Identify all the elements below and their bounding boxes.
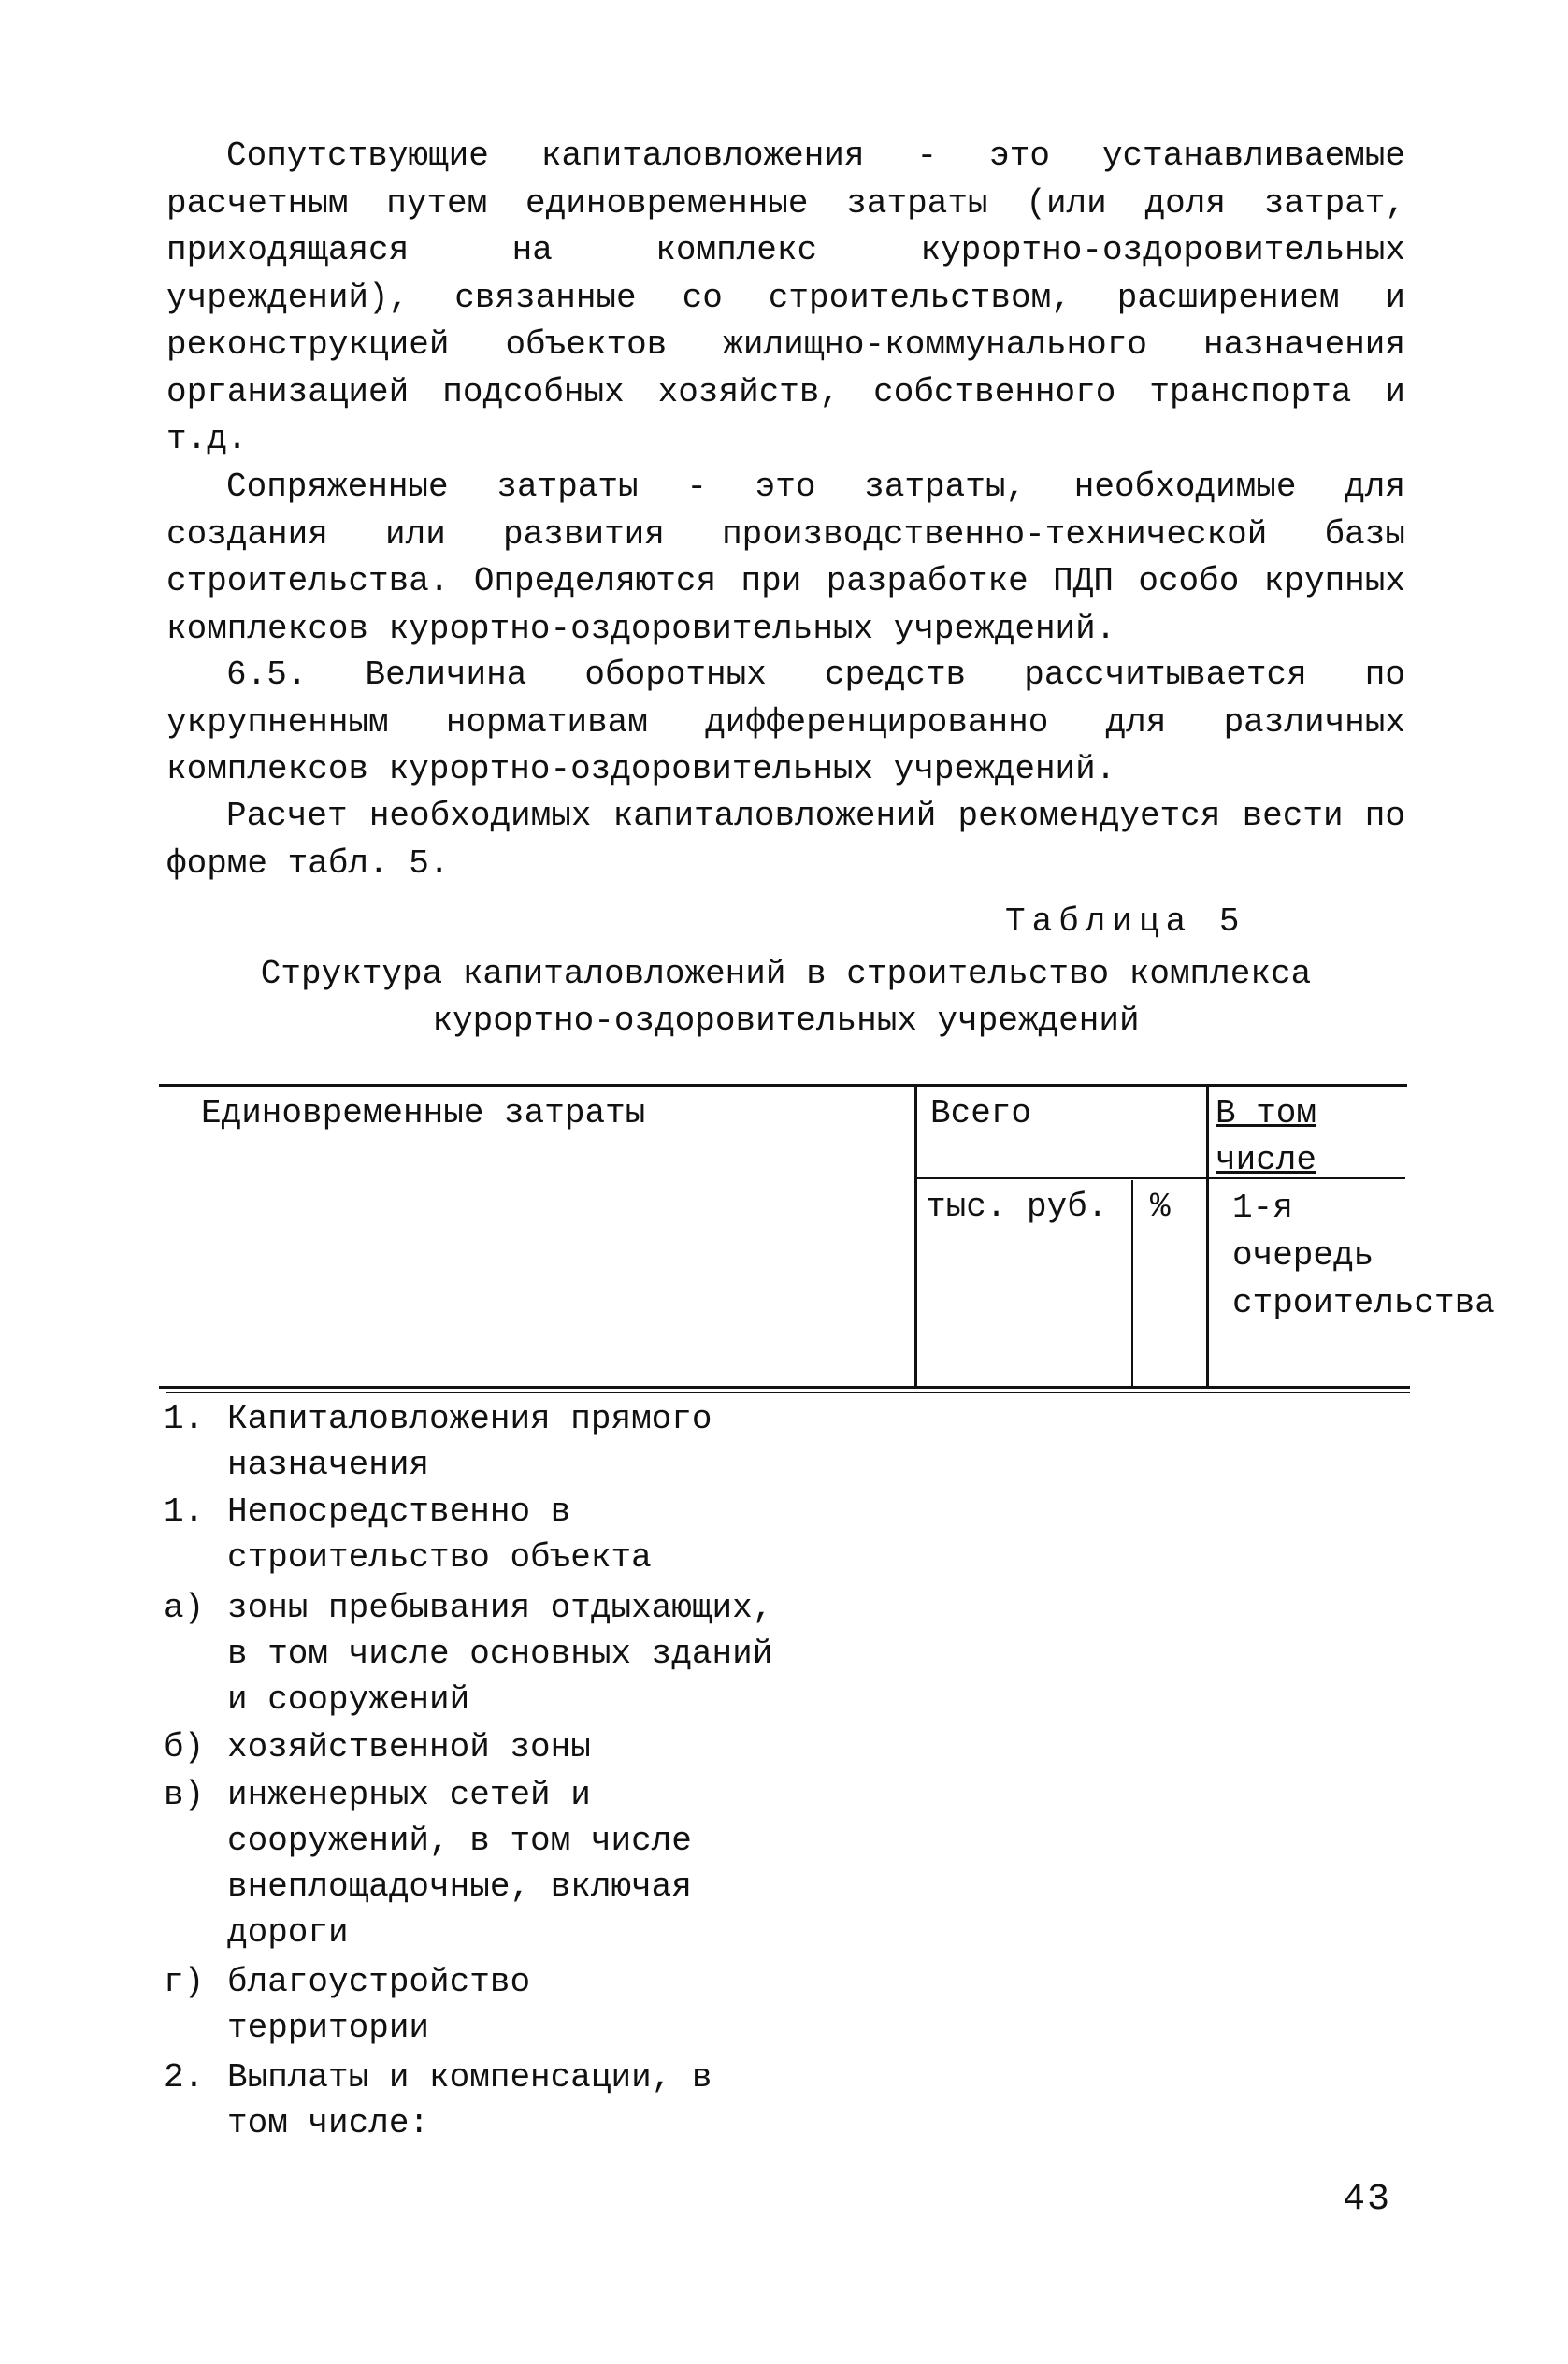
header-thousand-rub: тыс. руб. [926, 1188, 1108, 1226]
page-number: 43 [1343, 2179, 1392, 2221]
paragraph-calculation-note: Расчет необходимых капиталовложений рекомендуется вести по форме табл. 5. [166, 797, 1405, 883]
row-number: 2. [164, 2058, 205, 2097]
table-vline-3 [1206, 1084, 1209, 1389]
row-text: хозяйственной зоны [227, 1728, 591, 1766]
row-number: б) [164, 1728, 205, 1766]
table-vline-1 [914, 1084, 917, 1389]
header-first-stage: 1-я очередь строительства [1232, 1189, 1495, 1322]
row-text: инженерных сетей и сооружений, в том числе внеплощадочные, включая дороги [227, 1776, 692, 1952]
row-text: зоны пребывания отдыхающих, в том числе основных зданий и сооружений [227, 1589, 773, 1719]
row-number: г) [164, 1963, 205, 2001]
row-number: в) [164, 1776, 205, 1814]
header-one-time-costs: Единовременные затраты [201, 1094, 646, 1132]
table-label: Таблица 5 [1005, 902, 1246, 941]
header-total: Всего [930, 1094, 1032, 1132]
row-text: Выплаты и компенсации, в том числе: [227, 2058, 712, 2142]
paragraph-conjugate-costs: Сопряженные затраты - это затраты, необходимые для создания или развития производственно-технической базы строительства. Определяются при разработке ПДП особо крупных комплексов курортно-оздоровительных учреждений. [166, 468, 1405, 648]
paragraph-working-capital: 6.5. Величина оборотных средств рассчитывается по укрупненным нормативам дифференцированно для различных комплексов курортно-оздоровительных учреждений. [166, 656, 1405, 788]
table-header-bottom-rule [159, 1386, 1410, 1389]
row-number: 1. [164, 1400, 205, 1438]
table-title: Структура капиталовложений в строительство комплекса курортно-оздоровительных учреждений [260, 955, 1312, 1040]
row-number: а) [164, 1589, 205, 1627]
row-text: Капиталовложения прямого назначения [227, 1400, 712, 1484]
header-percent: % [1150, 1188, 1171, 1226]
table-vline-2 [1131, 1180, 1133, 1389]
paragraph-associated-investments: Сопутствующие капиталовложения - это устанавливаемые расчетным путем единовременные затраты (или доля затрат, приходящаяся на комплекс курортно-оздоровительных учреждений), связанные со строительством, расширением и реконструкцией объектов жилищно-коммунального назначения организацией подсобных хозяйств, собственного транспорта и т.д. [166, 137, 1405, 458]
table-top-rule [159, 1084, 1407, 1087]
header-including: В том числе [1216, 1094, 1317, 1179]
row-text: Непосредственно в строительство объекта [227, 1492, 652, 1577]
row-text: благоустройство территории [227, 1963, 531, 2047]
row-number: 1. [164, 1492, 205, 1531]
table-header-bottom-rule-thin [166, 1392, 1410, 1393]
